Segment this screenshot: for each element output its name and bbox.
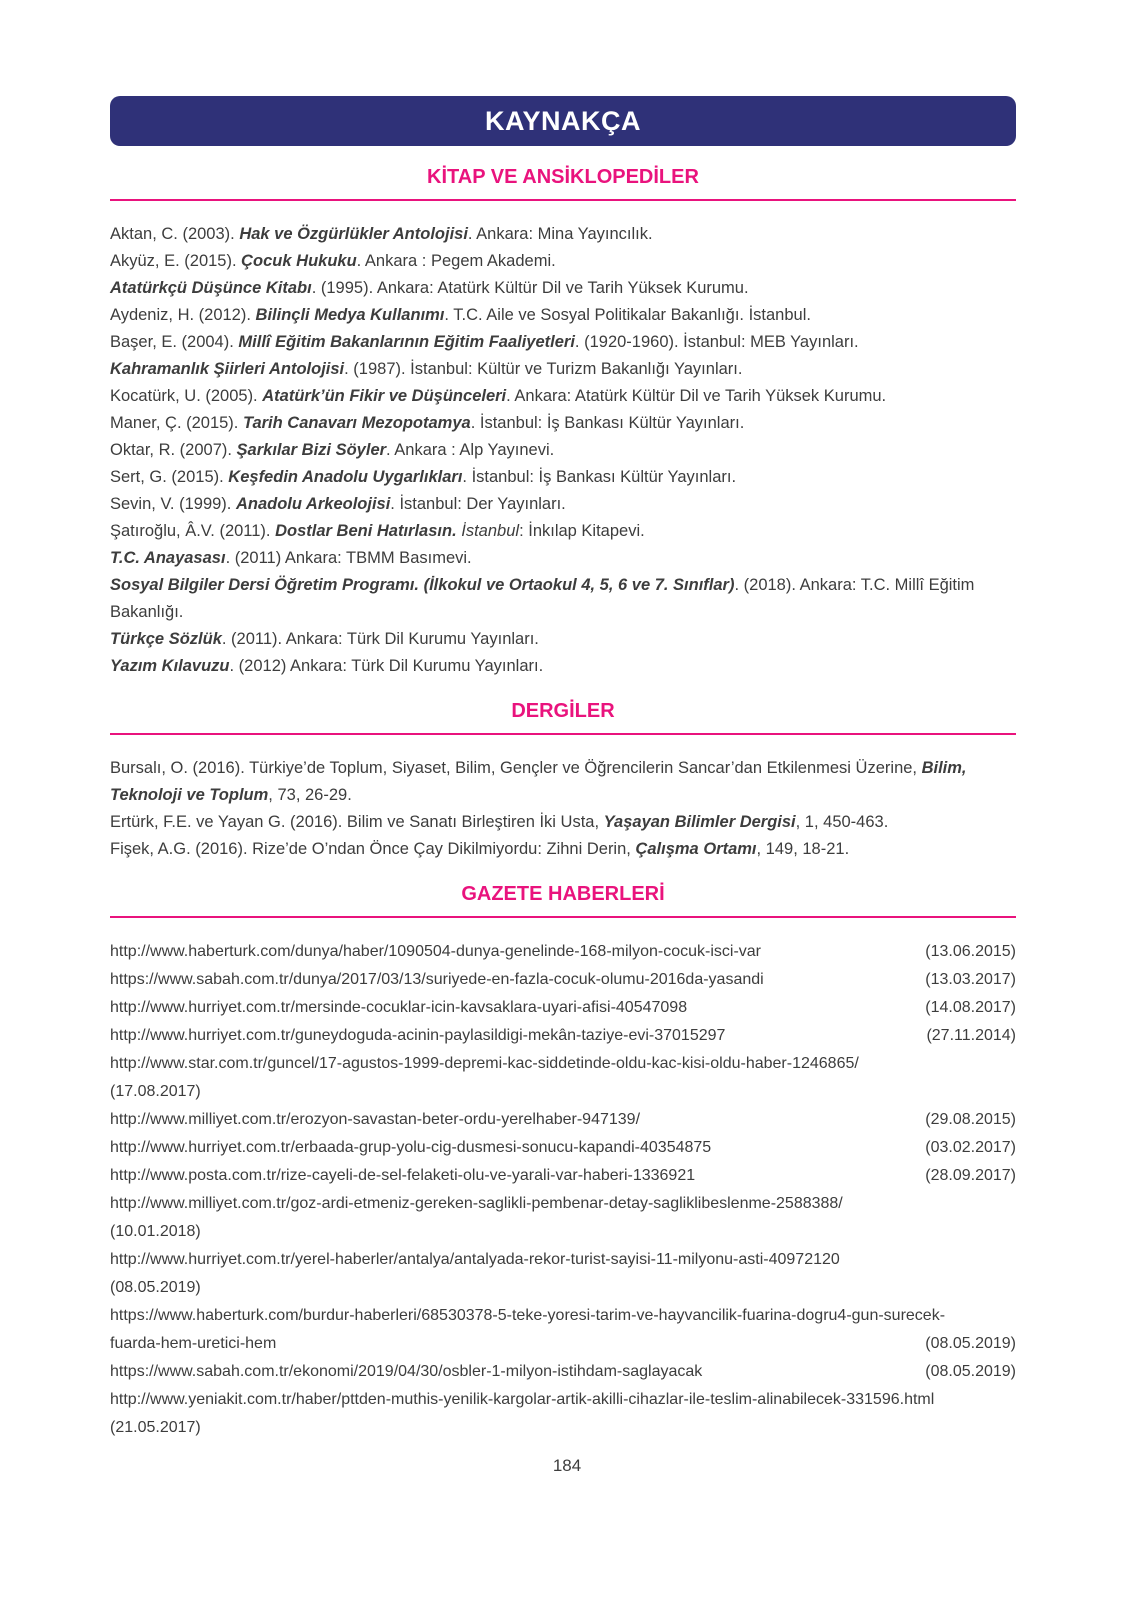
reference-text: , 73, 26-29.: [268, 786, 352, 804]
news-reference: [110, 1022, 1016, 1050]
reference-date: (13.06.2015): [925, 943, 1016, 960]
reference-url: http://www.yeniakit.com.tr/haber/pttden-muthis-yenilik-kargolar-artik-akilli-cihazlar-ile-teslim-alinabilecek-331596.html: [110, 1391, 935, 1408]
reference-title: Şarkılar Bizi Söyler: [236, 441, 387, 459]
reference-url: https://www.sabah.com.tr/dunya/2017/03/13/suriyede-en-fazla-cocuk-olumu-2016da-yasandi: [110, 971, 764, 988]
reference-list: [110, 938, 1016, 1442]
news-reference-line: [110, 1358, 1016, 1386]
reference-entry: [110, 383, 1016, 410]
reference-text: . İstanbul: İş Bankası Kültür Yayınları.: [470, 414, 745, 432]
reference-text: Oktar, R. (2007).: [110, 441, 237, 459]
reference-url: http://www.milliyet.com.tr/goz-ardi-etmeniz-gereken-saglikli-pembenar-detay-sagliklibeslenme-2588388/: [110, 1195, 843, 1212]
reference-entry: [110, 437, 1016, 464]
news-reference: [110, 1246, 1016, 1302]
page-title: KAYNAKÇA: [484, 105, 642, 136]
reference-title: Sosyal Bilgiler Dersi Öğretim Programı. (İlkokul ve Ortaokul 4, 5, 6 ve 7. Sınıflar): [110, 576, 735, 594]
news-reference-line: [110, 1386, 1016, 1414]
reference-date: (08.05.2019): [110, 1279, 201, 1296]
news-reference-line: [110, 938, 1016, 966]
reference-title: Atatürkçü Düşünce Kitabı: [110, 279, 312, 297]
reference-date: (21.05.2017): [110, 1419, 201, 1436]
reference-title: Yazım Kılavuzu: [110, 657, 230, 675]
news-reference-line: [110, 1414, 1016, 1442]
reference-text: . İstanbul: Der Yayınları.: [390, 495, 566, 513]
reference-entry: [110, 221, 1016, 248]
reference-entry: [110, 248, 1016, 275]
news-reference: [110, 966, 1016, 994]
reference-text: Aktan, C. (2003).: [110, 225, 240, 243]
reference-list: [110, 755, 1016, 863]
reference-text: . (2011). Ankara: Türk Dil Kurumu Yayınları.: [221, 630, 539, 648]
reference-text: . İstanbul: İş Bankası Kültür Yayınları.: [462, 468, 737, 486]
reference-text: Bursalı, O. (2016). Türkiye’de Toplum, Siyaset, Bilim, Gençler ve Öğrencilerin Sancar’dan Etkilenmesi Üzerine,: [110, 759, 922, 777]
reference-text: : İnkılap Kitapevi.: [519, 522, 645, 540]
section-divider: [110, 733, 1016, 735]
reference-title: Kahramanlık Şiirleri Antolojisi: [110, 360, 345, 378]
section-title: GAZETE HABERLERİ: [461, 883, 665, 905]
reference-date: (13.03.2017): [925, 971, 1016, 988]
section-kitap-ve-ansiklopediler: [110, 164, 1016, 680]
reference-text: Ertürk, F.E. ve Yayan G. (2016). Bilim ve Sanatı Birleştiren İki Usta,: [110, 813, 604, 831]
news-reference-line: [110, 1190, 1016, 1218]
section-dergiler: [110, 698, 1016, 863]
reference-text: Akyüz, E. (2015).: [110, 252, 242, 270]
news-reference: [110, 994, 1016, 1022]
reference-date: (17.08.2017): [110, 1083, 201, 1100]
reference-text: Aydeniz, H. (2012).: [110, 306, 256, 324]
reference-text: Başer, E. (2004).: [110, 333, 239, 351]
news-reference-line: [110, 994, 1016, 1022]
section-gazete-haberleri: [110, 881, 1016, 1442]
reference-entry: [110, 653, 1016, 680]
news-reference-line: [110, 1246, 1016, 1274]
news-reference-line: [110, 1302, 1016, 1330]
reference-title: Millî Eğitim Bakanlarının Eğitim Faaliyetleri: [238, 333, 575, 351]
reference-text: Sert, G. (2015).: [110, 468, 229, 486]
news-reference: [110, 1162, 1016, 1190]
reference-entry: [110, 464, 1016, 491]
reference-url: http://www.hurriyet.com.tr/mersinde-cocuklar-icin-kavsaklara-uyari-afisi-40547098: [110, 999, 688, 1016]
reference-text: Şatıroğlu, Â.V. (2011).: [110, 522, 276, 540]
reference-entry: [110, 626, 1016, 653]
section-divider: [110, 199, 1016, 201]
news-reference: [110, 1386, 1016, 1442]
reference-title: T.C. Anayasası: [110, 549, 226, 567]
reference-date: (03.02.2017): [925, 1139, 1016, 1156]
reference-date: fuarda-hem-uretici-hem: [110, 1335, 277, 1352]
news-reference: [110, 1358, 1016, 1386]
news-reference-line: [110, 1274, 1016, 1302]
reference-text: , 1, 450-463.: [795, 813, 889, 831]
reference-title: Çocuk Hukuku: [241, 252, 357, 270]
reference-date: (08.05.2019): [925, 1363, 1016, 1380]
reference-list: [110, 221, 1016, 680]
reference-date: (29.08.2015): [925, 1111, 1016, 1128]
reference-title: Keşfedin Anadolu Uygarlıkları: [228, 468, 463, 486]
reference-title: Çalışma Ortamı: [635, 840, 757, 858]
news-reference-line: [110, 1162, 1016, 1190]
page-number: 184: [552, 1456, 582, 1475]
news-reference-line: [110, 1330, 1016, 1358]
news-reference-line: [110, 1218, 1016, 1246]
reference-text: . (2011) Ankara: TBMM Basımevi.: [225, 549, 472, 567]
reference-text: Fişek, A.G. (2016). Rize’de O’ndan Önce Çay Dikilmiyordu: Zihni Derin,: [110, 840, 636, 858]
reference-entry: [110, 356, 1016, 383]
reference-date: (10.01.2018): [110, 1223, 201, 1240]
reference-title: Bilim, Teknoloji ve Toplum: [110, 759, 967, 804]
news-reference: [110, 1190, 1016, 1246]
reference-url: http://www.milliyet.com.tr/erozyon-savastan-beter-ordu-yerelhaber-947139/: [110, 1111, 641, 1128]
reference-entry: [110, 755, 1016, 809]
reference-date: (08.05.2019): [925, 1335, 1016, 1352]
sections-container: [110, 164, 1016, 1442]
reference-entry: [110, 518, 1016, 545]
news-reference-line: [110, 1022, 1016, 1050]
reference-url: http://www.star.com.tr/guncel/17-agustos-1999-depremi-kac-siddetinde-oldu-kac-kisi-oldu-haber-1246865/: [110, 1055, 859, 1072]
reference-text: . (2018). Ankara: T.C. Millî Eğitim Bakanlığı.: [110, 576, 975, 621]
reference-entry: [110, 836, 1016, 863]
reference-text: Kocatürk, U. (2005).: [110, 387, 263, 405]
section-divider: [110, 916, 1016, 918]
reference-title: Tarih Canavarı Mezopotamya: [242, 414, 471, 432]
reference-text: . (1987). İstanbul: Kültür ve Turizm Bakanlığı Yayınları.: [344, 360, 743, 378]
reference-title: Bilinçli Medya Kullanımı: [255, 306, 445, 324]
reference-place: İstanbul: [461, 522, 520, 540]
page-header-banner: [110, 96, 1016, 146]
reference-text: . T.C. Aile ve Sosyal Politikalar Bakanlığı. İstanbul.: [444, 306, 811, 324]
reference-date: (14.08.2017): [925, 999, 1016, 1016]
news-reference-line: [110, 1050, 1016, 1078]
reference-url: http://www.haberturk.com/dunya/haber/1090504-dunya-genelinde-168-milyon-cocuk-isci-var: [110, 943, 762, 960]
reference-url: https://www.haberturk.com/burdur-haberleri/68530378-5-teke-yoresi-tarim-ve-hayvancilik-fuarina-dogru4-gun-surecek-: [110, 1307, 946, 1324]
reference-text: Sevin, V. (1999).: [110, 495, 236, 513]
news-reference: [110, 1050, 1016, 1106]
reference-title: Dostlar Beni Hatırlasın.: [275, 522, 457, 540]
section-title: KİTAP VE ANSİKLOPEDİLER: [427, 166, 699, 188]
news-reference-line: [110, 1078, 1016, 1106]
reference-text: . Ankara : Alp Yayınevi.: [386, 441, 555, 459]
reference-text: . (1920-1960). İstanbul: MEB Yayınları.: [574, 333, 859, 351]
reference-url: http://www.hurriyet.com.tr/yerel-haberler/antalya/antalyada-rekor-turist-sayisi-11-milyonu-asti-40972120: [110, 1251, 840, 1268]
news-reference: [110, 1302, 1016, 1358]
reference-date: (27.11.2014): [926, 1027, 1016, 1044]
reference-text: . Ankara : Pegem Akademi.: [356, 252, 556, 270]
reference-url: https://www.sabah.com.tr/ekonomi/2019/04/30/osbler-1-milyon-istihdam-saglayacak: [110, 1363, 703, 1380]
reference-text: . Ankara: Atatürk Kültür Dil ve Tarih Yüksek Kurumu.: [506, 387, 887, 405]
reference-title: Hak ve Özgürlükler Antolojisi: [239, 225, 468, 243]
news-reference-line: [110, 1134, 1016, 1162]
section-title: DERGİLER: [511, 700, 615, 722]
reference-title: Atatürk’ün Fikir ve Düşünceleri: [262, 387, 507, 405]
news-reference-line: [110, 966, 1016, 994]
news-reference-line: [110, 1106, 1016, 1134]
reference-entry: [110, 329, 1016, 356]
reference-title: Yaşayan Bilimler Dergisi: [603, 813, 796, 831]
news-reference: [110, 1106, 1016, 1134]
reference-url: http://www.hurriyet.com.tr/erbaada-grup-yolu-cig-dusmesi-sonucu-kapandi-40354875: [110, 1139, 712, 1156]
reference-entry: [110, 809, 1016, 836]
reference-date: (28.09.2017): [925, 1167, 1016, 1184]
reference-text: . Ankara: Mina Yayıncılık.: [467, 225, 653, 243]
reference-entry: [110, 545, 1016, 572]
reference-entry: [110, 410, 1016, 437]
reference-text: , 149, 18-21.: [756, 840, 850, 858]
reference-entry: [110, 572, 1016, 626]
reference-entry: [110, 275, 1016, 302]
reference-entry: [110, 302, 1016, 329]
reference-url: http://www.hurriyet.com.tr/guneydoguda-acinin-paylasildigi-mekân-taziye-evi-37015297: [110, 1027, 726, 1044]
reference-url: http://www.posta.com.tr/rize-cayeli-de-sel-felaketi-olu-ve-yarali-var-haberi-1336921: [110, 1167, 696, 1184]
reference-text: Maner, Ç. (2015).: [110, 414, 243, 432]
news-reference: [110, 1134, 1016, 1162]
news-reference: [110, 938, 1016, 966]
reference-title: Anadolu Arkeolojisi: [235, 495, 391, 513]
reference-text: . (2012) Ankara: Türk Dil Kurumu Yayınları.: [229, 657, 544, 675]
reference-text: . (1995). Ankara: Atatürk Kültür Dil ve Tarih Yüksek Kurumu.: [311, 279, 749, 297]
reference-title: Türkçe Sözlük: [110, 630, 222, 648]
reference-entry: [110, 491, 1016, 518]
